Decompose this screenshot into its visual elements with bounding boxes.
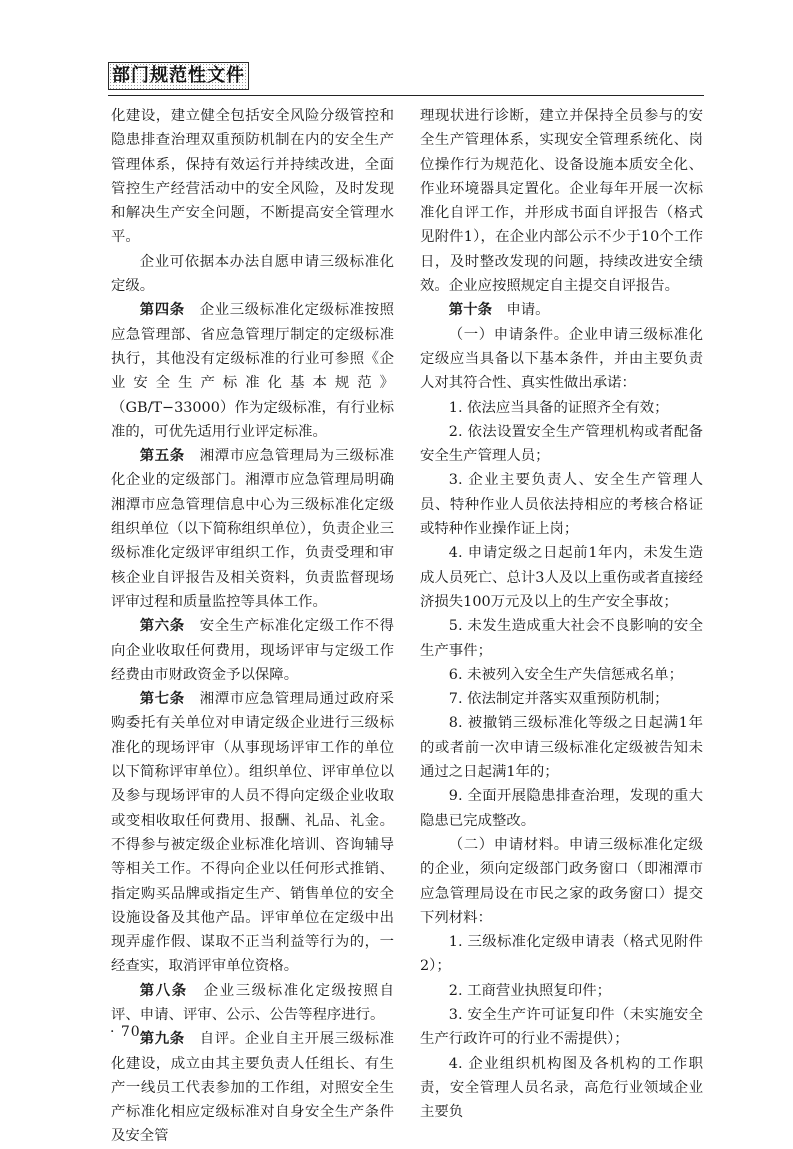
- paragraph: [420, 468, 703, 541]
- paragraph: [420, 396, 703, 420]
- article-label: 第八条: [139, 982, 188, 999]
- paragraph-text: 9. 全面开展隐患排查治理，发现的重大隐患已完成整改。: [420, 788, 703, 829]
- paragraph-continuation: [420, 104, 703, 298]
- paragraph-text: 湘潭市应急管理局通过政府采购委托有关单位对申请定级企业进行三级标准化的现场评审（从事现场评审工作的单位以下简称评审单位）。组织单位、评审单位以及参与现场评审的人员不得向定级企业收取或变相收取任何费用、报酬、礼品、礼金。不得参与被定级企业标准化培训、咨询辅导等相关工作。不得向企业以任何形式推销、指定购买品牌或指定生产、销售单位的安全设施设备及其他产品。评审单位在定级中出现弄虚作假、谋取不正当利益等行为的，一经查实，取消评审单位资格。: [111, 691, 394, 975]
- paragraph-text: 2. 工商营业执照复印件；: [448, 982, 612, 999]
- paragraph-text: （一）申请条件。企业申请三级标准化定级应当具备以下基本条件，并由主要负责人对其符合性、真实性做出承诺：: [420, 326, 703, 392]
- paragraph-text: （二）申请材料。申请三级标准化定级的企业，须向定级部门政务窗口（即湘潭市应急管理局设在市民之家的政务窗口）提交下列材料：: [420, 836, 703, 926]
- paragraph-text: 1. 依法应当具备的证照齐全有效；: [448, 399, 669, 416]
- paragraph-text: 2. 依法设置安全生产管理机构或者配备安全生产管理人员；: [420, 423, 703, 465]
- article-label: 第九条: [139, 1031, 185, 1048]
- section-header: [108, 62, 249, 92]
- paragraph-text: 7. 依法制定并落实双重预防机制；: [448, 691, 669, 708]
- article-label: 第六条: [139, 618, 185, 635]
- paragraph-text: 企业三级标准化定级标准按照应急管理部、省应急管理厅制定的定级标准执行，其他没有定级标准的行业可参照《企业安全生产标准化基本规范》（GB/T−33000）作为定级标准，有行业标准的，可优先适用行业评定标准。: [111, 302, 394, 440]
- paragraph-text: 1. 三级标准化定级申请表（格式见附件2）；: [420, 934, 703, 975]
- paragraph-continuation: [111, 104, 394, 250]
- article-label: 第四条: [139, 302, 185, 319]
- paragraph-text: 8. 被撤销三级标准化等级之日起满1年的或者前一次申请三级标准化定级被告知未通过之日起满1年的；: [420, 715, 703, 781]
- article-label: 第五条: [139, 448, 185, 465]
- article-paragraph: [111, 1027, 394, 1148]
- paragraph: [420, 663, 703, 687]
- paragraph: [420, 1003, 703, 1052]
- article-paragraph: [420, 298, 703, 322]
- paragraph: [420, 614, 703, 663]
- header-divider: [108, 95, 704, 96]
- paragraph-text: 化建设，建立健全包括安全风险分级管控和隐患排查治理双重预防机制在内的安全生产管理体系，保持有效运行并持续改进，全面管控生产经营活动中的安全风险，及时发现和解决生产安全问题，不断提高安全管理水平。: [111, 108, 394, 246]
- paragraph: [420, 711, 703, 784]
- paragraph-text: 理现状进行诊断，建立并保持全员参与的安全生产管理体系，实现安全管理系统化、岗位操作行为规范化、设备设施本质安全化、作业环境器具定置化。企业每年开展一次标准化自评工作，并形成书面自评报告（格式见附件1），在企业内部公示不少于10个工作日，及时整改发现的问题，持续改进安全绩效。企业应按照规定自主提交自评报告。: [420, 108, 703, 295]
- paragraph-text: 企业三级标准化定级按照自评、申请、评审、公示、公告等程序进行。: [111, 982, 394, 1023]
- paragraph-text: 自评。企业自主开展三级标准化建设，成立由其主要负责人任组长、有生产一线员工代表参加的工作组，对照安全生产标准化相应定级标准对自身安全生产条件及安全管: [111, 1031, 394, 1145]
- paragraph-text: 企业可依据本办法自愿申请三级标准化定级。: [111, 253, 394, 295]
- left-column: [111, 104, 394, 1149]
- paragraph: [420, 1052, 703, 1125]
- paragraph-text: 4. 企业组织机构图及各机构的工作职责，安全管理人员名录，高危行业领域企业主要负: [420, 1055, 703, 1121]
- section-title: 部门规范性文件: [108, 62, 249, 90]
- paragraph-text: 安全生产标准化定级工作不得向企业收取任何费用，现场评审与定级工作经费由市财政资金予以保障。: [111, 618, 394, 683]
- paragraph-text: 5. 未发生造成重大社会不良影响的安全生产事件；: [420, 618, 703, 659]
- paragraph: [111, 250, 394, 299]
- paragraph: [420, 323, 703, 396]
- paragraph: [420, 833, 703, 930]
- paragraph-text: 4. 申请定级之日起前1年内，未发生造成人员死亡、总计3人及以上重伤或者直接经济损失100万元及以上的生产安全事故；: [420, 545, 703, 610]
- article-paragraph: [111, 444, 394, 614]
- paragraph: [420, 930, 703, 979]
- paragraph-text: 申请。: [506, 302, 550, 319]
- paragraph: [420, 541, 703, 614]
- article-paragraph: [111, 614, 394, 687]
- paragraph: [420, 979, 703, 1003]
- paragraph-text: 3. 企业主要负责人、安全生产管理人员、特种作业人员依法持相应的考核合格证或特种作业操作证上岗；: [420, 472, 703, 538]
- article-label: 第十条: [448, 302, 492, 319]
- paragraph-text: 6. 未被列入安全生产失信惩戒名单；: [448, 666, 683, 683]
- page-number: · 70 ·: [110, 1024, 152, 1040]
- paragraph: [420, 687, 703, 711]
- right-column: [420, 104, 703, 1124]
- article-paragraph: [111, 979, 394, 1028]
- paragraph: [420, 420, 703, 469]
- paragraph: [420, 784, 703, 833]
- paragraph-text: 3. 安全生产许可证复印件（未实施安全生产行政许可的行业不需提供）；: [420, 1006, 703, 1048]
- article-paragraph: [111, 687, 394, 979]
- article-paragraph: [111, 298, 394, 444]
- paragraph-text: 湘潭市应急管理局为三级标准化企业的定级部门。湘潭市应急管理局明确湘潭市应急管理信息中心为三级标准化定级组织单位（以下简称组织单位），负责企业三级标准化定级评审组织工作，负责受理和审核企业自评报告及相关资料，负责监督现场评审过程和质量监控等具体工作。: [111, 448, 394, 610]
- article-label: 第七条: [139, 691, 185, 708]
